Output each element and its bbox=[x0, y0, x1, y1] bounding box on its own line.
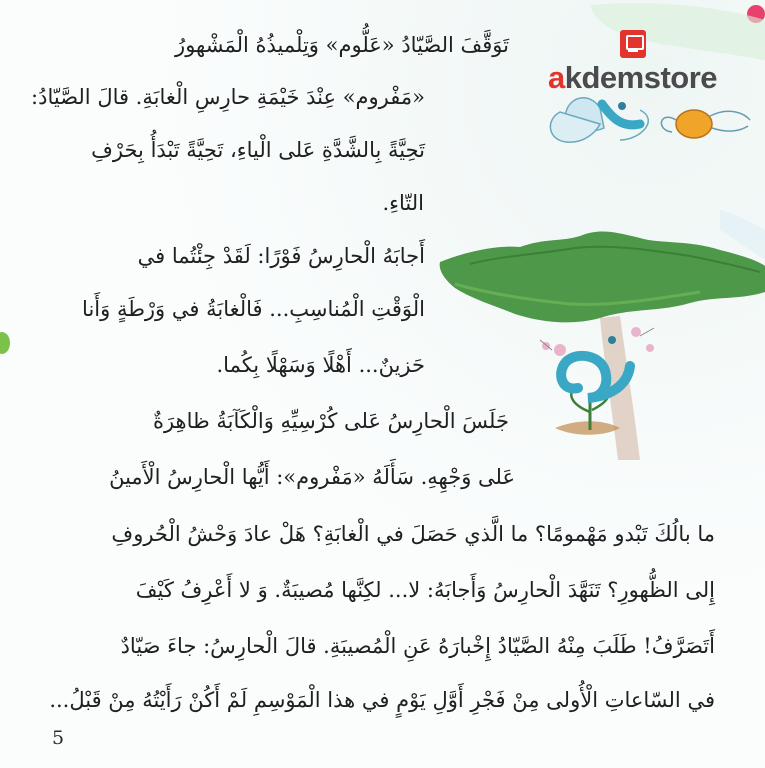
letter-nun-butterfly-icon bbox=[550, 98, 648, 142]
story-line: ما بالُكَ تَبْدو مَهْمومًا؟ ما الَّذي حَصَلَ في الْغابَةِ؟ هَلْ عادَ وَحْشُ الْحُروفِ bbox=[111, 522, 715, 546]
story-line: عَلى وَجْهِهِ. سَأَلَهُ «مَفْروم»: أَيُّها الْحارِسُ الْأَمينُ bbox=[109, 465, 515, 489]
orange-bug-icon bbox=[661, 110, 750, 138]
pink-dot-decoration bbox=[747, 5, 765, 23]
story-line: التّاءِ. bbox=[382, 191, 424, 215]
story-line: حَزينٌ... أَهْلًا وَسَهْلًا بِكُما. bbox=[216, 353, 425, 377]
page-number: 5 bbox=[52, 727, 65, 749]
logo-prefix: a bbox=[548, 60, 565, 95]
logo-text bbox=[548, 60, 717, 96]
akdemstore-logo bbox=[548, 30, 723, 100]
green-dot-decoration bbox=[0, 332, 10, 354]
story-line: «مَفْروم» عِنْدَ خَيْمَةِ حارِسِ الْغابَةِ. قالَ الصَّيّادُ: bbox=[31, 85, 425, 109]
logo-rest: kdemstore bbox=[564, 60, 718, 95]
story-line: أَجابَهُ الْحارِسُ فَوْرًا: لَقَدْ جِئْتُما في bbox=[137, 244, 425, 268]
story-line: تَوَقَّفَ الصَّيّادُ «عَلُّوم» وَتِلْميذُهُ الْمَشْهورُ bbox=[175, 33, 509, 57]
story-line: إِلى الظُّهورِ؟ تَنَهَّدَ الْحارِسُ وَأَجابَهُ: لا... لكِنَّها مُصيبَةٌ. وَ لا أَعْرِفُ كَيْفَ bbox=[135, 578, 715, 602]
story-line: أَتَصَرَّفُ! طَلَبَ مِنْهُ الصَّيّادُ إِخْبارَهُ عَنِ الْمُصيبَةِ. قالَ الْحارِسُ: جاءَ صَيّادٌ bbox=[120, 634, 715, 658]
story-line: الْوَقْتِ الْمُناسِبِ... فَالْغابَةُ في وَرْطَةٍ وَأَنا bbox=[82, 297, 425, 321]
story-line: في السّاعاتِ الْأُولى مِنْ فَجْرِ أَوَّلِ يَوْمٍ في هذا الْمَوْسِمِ لَمْ أَكُنْ رَأَيْتُهُ مِنْ قَبْلُ... bbox=[49, 688, 715, 712]
book-logo-icon bbox=[620, 30, 646, 58]
letter-dad-plant-icon bbox=[540, 327, 654, 435]
story-line: جَلَسَ الْحارِسُ عَلى كُرْسِيِّهِ وَالْكَآبَةُ ظاهِرَةٌ bbox=[152, 409, 509, 433]
story-line: تَحِيَّةً بِالشَّدَّةِ عَلى الْياءِ، تَحِيَّةً تَبْدَأُ بِحَرْفِ bbox=[91, 138, 425, 162]
